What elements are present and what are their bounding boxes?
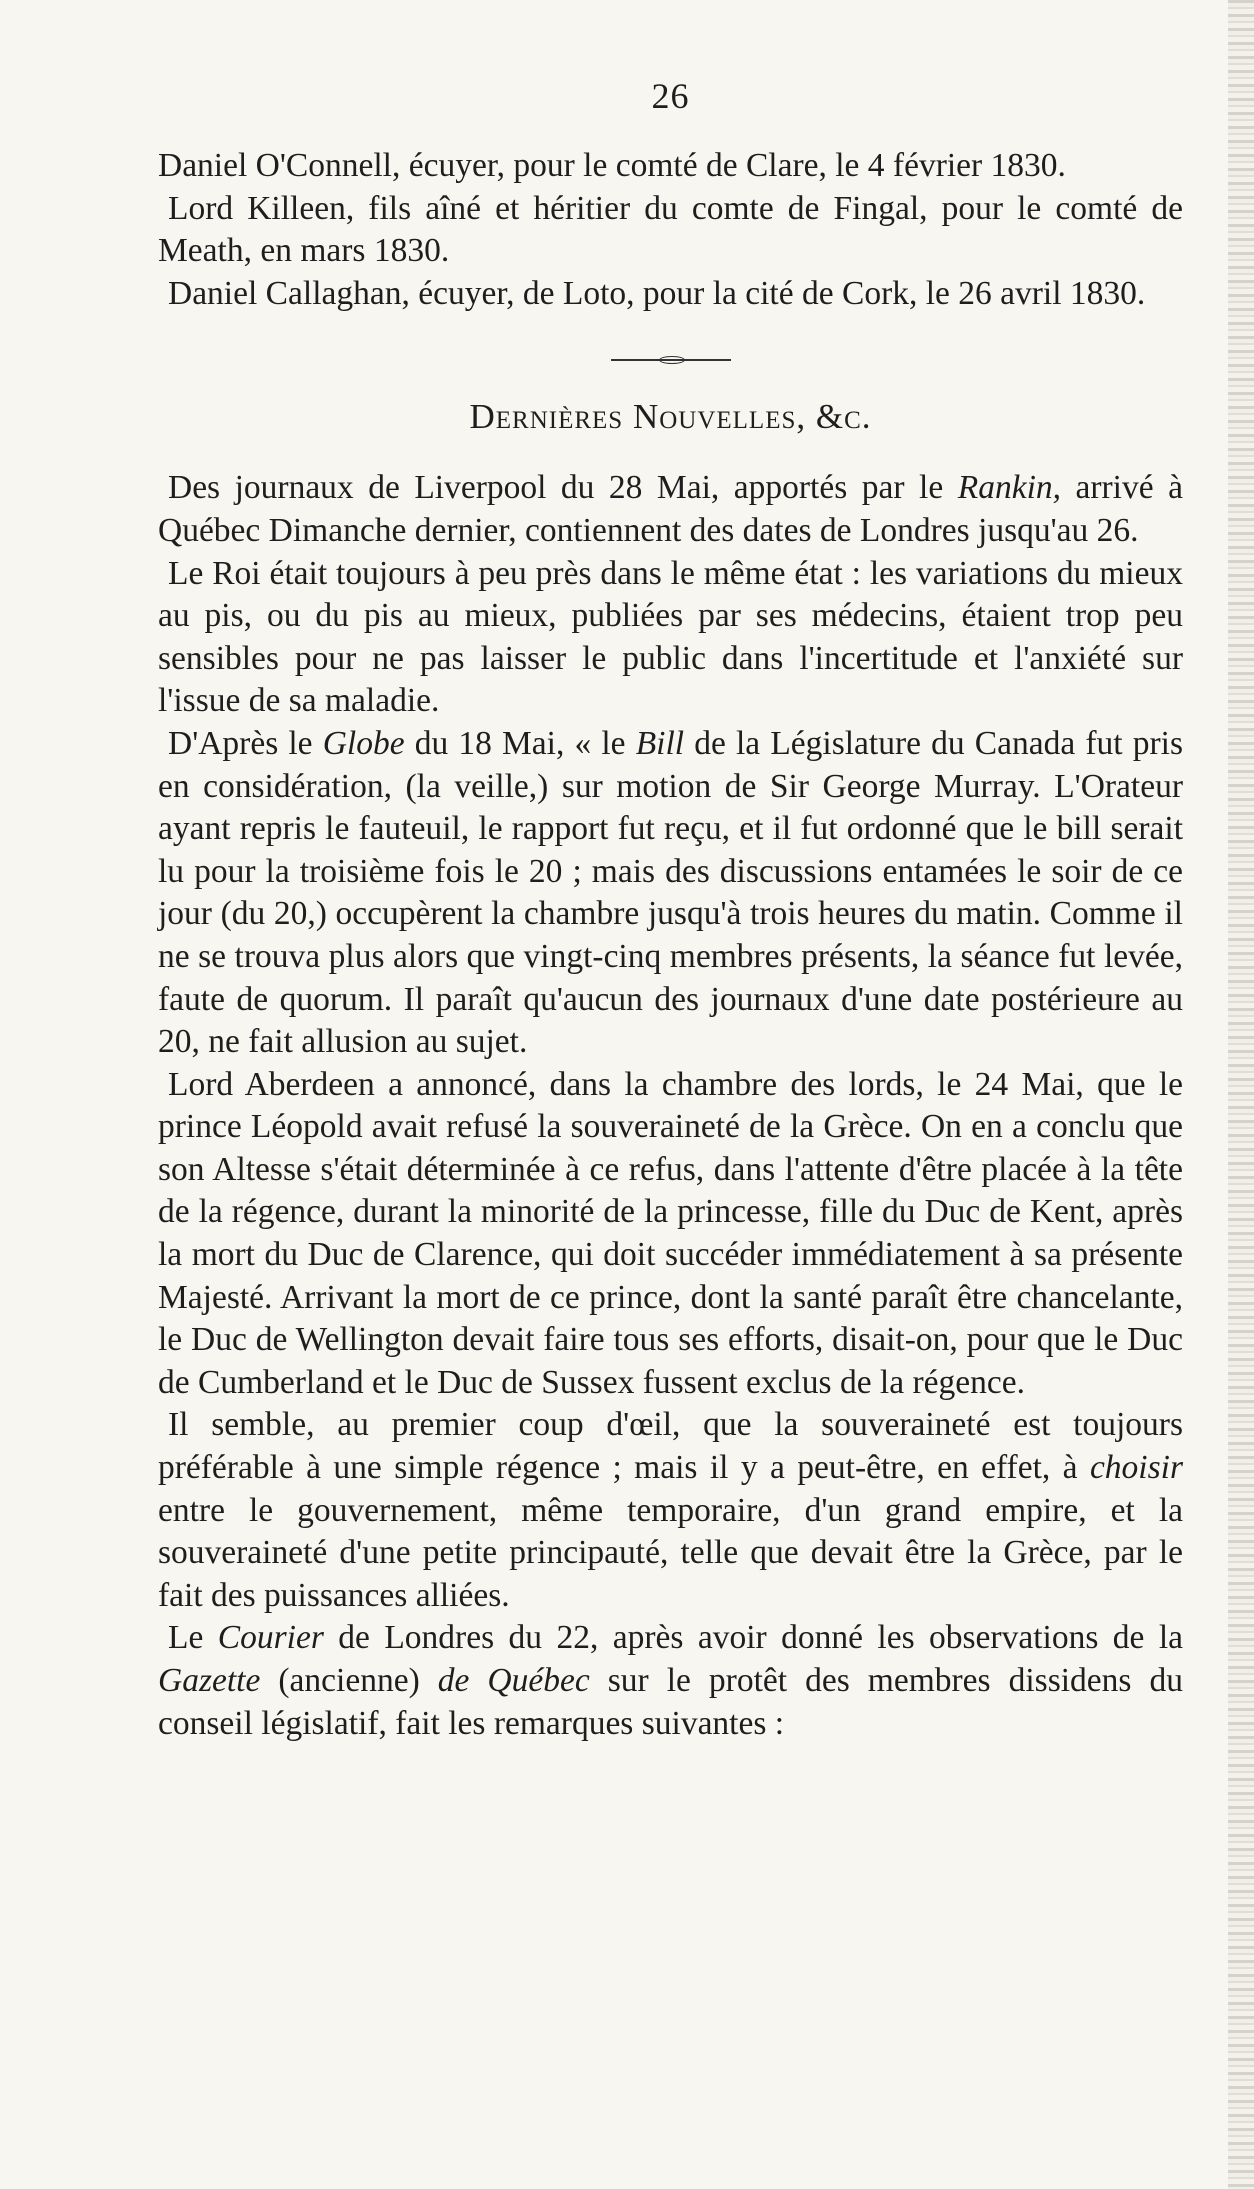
newspaper-name: Gazette	[158, 1662, 261, 1699]
text-run: de Londres du 22, après avoir donné les observations de la	[323, 1619, 1183, 1657]
text-run: D'Après le	[168, 724, 323, 762]
text-run: (ancienne)	[260, 1662, 438, 1699]
italic-word: choisir	[1089, 1449, 1183, 1487]
paragraph-roi: Le Roi était toujours à peu près dans le même état : les variations du mieux au pis, ou du pis au mieux, publiées par ses médecins, étaient trop peu sensibles pour ne pas laisser le public dans l'incertitude et l'anxiété sur l'issue de sa maladie.	[158, 554, 1183, 720]
text-run: Il semble, au premier coup d'œil, que la souveraineté est toujours préférable à une simple régence ; mais il y a peut-être, en effet, à	[158, 1406, 1183, 1487]
entry-oconnell: Daniel O'Connell, écuyer, pour le comté de Clare, le 4 février 1830.	[158, 147, 1066, 184]
text-run: de la Législature du Canada fut pris en considération, (la veille,) sur motion de Sir George Murray. L'Orateur ayant repris le fauteuil, le rapport fut reçu, et il fut ordonné que le bill serait lu pour la troisième fois le 20 ; mais des discussions entamées le soir de ce jour (du 20,) occupèrent la chambre jusqu'à trois heures du matin. Comme il ne se trouva plus alors que vingt-cinq membres présents, la séance fut levée, faute de quorum. Il paraît qu'aucun des journaux d'une date postérieure au 20, ne fait allusion au sujet.	[158, 724, 1183, 1061]
section-heading: Dernières Nouvelles, &c.	[469, 397, 872, 437]
paragraph-globe	[158, 723, 1183, 1064]
entry-killeen: Lord Killeen, fils aîné et héritier du comte de Fingal, pour le comté de Meath, en mars 1830.	[158, 189, 1183, 270]
text-run: sur le protêt des membres dissidens du conseil législatif, fait les remarques suivantes :	[158, 1662, 1183, 1742]
newspaper-name: de Québec	[437, 1662, 590, 1699]
paragraph-courier	[158, 1617, 1183, 1745]
text-column	[158, 75, 1183, 1745]
newspaper-name: Courier	[217, 1619, 324, 1657]
paragraph-souverainete	[158, 1404, 1183, 1617]
paragraph-aberdeen: Lord Aberdeen a annoncé, dans la chambre des lords, le 24 Mai, que le prince Léopold avait refusé la souveraineté de la Grèce. On en a conclu que son Altesse s'était déterminée à ce refus, dans l'attente d'être placée à la tête de la régence, durant la minorité de la princesse, fille du Duc de Kent, après la mort du Duc de Clarence, qui doit succéder immédiatement à sa présente Majesté. Arrivant la mort de ce prince, dont la santé paraît être chancelante, le Duc de Wellington devait faire tous ses efforts, disait-on, pour que le Duc de Cumberland et le Duc de Sussex fussent exclus de la régence.	[158, 1065, 1183, 1401]
text-run: Des journaux de Liverpool du 28 Mai, apportés par le	[168, 469, 958, 507]
newspaper-name: Globe	[322, 724, 405, 762]
section-divider	[611, 359, 731, 361]
text-run: du 18 Mai, « le	[404, 724, 636, 762]
ship-name: Rankin,	[957, 469, 1061, 507]
text-run: entre le gouvernement, même temporaire, d'un grand empire, et la souveraineté d'une petite principauté, telle que devait être la Grèce, par le fait des puissances alliées.	[158, 1491, 1183, 1614]
text-run: arrivé à Québec Dimanche dernier, contiennent des dates de Londres jusqu'au 26.	[158, 469, 1183, 549]
paragraph-liverpool	[158, 467, 1183, 552]
entry-callaghan: Daniel Callaghan, écuyer, de Loto, pour la cité de Cork, le 26 avril 1830.	[168, 274, 1146, 312]
bill-word: Bill	[635, 724, 685, 762]
page-edge	[1228, 0, 1254, 2189]
page-number: 26	[651, 76, 690, 116]
text-run: Le	[168, 1619, 218, 1657]
